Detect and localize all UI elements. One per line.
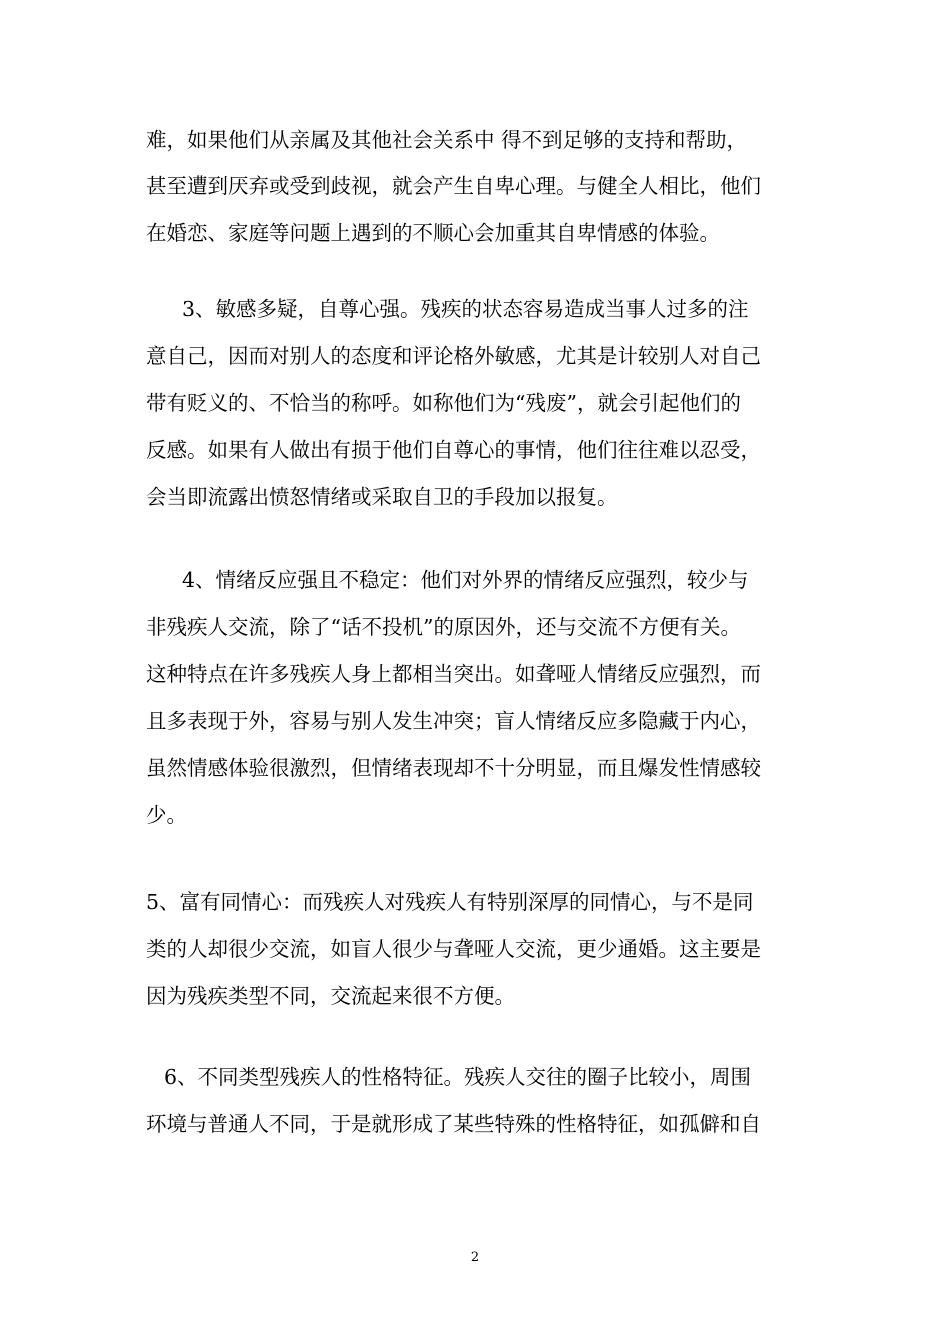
- paragraph-4-line-1: 5、富有同情心：而残疾人对残疾人有特别深厚的同情心，与不是同: [146, 890, 754, 914]
- paragraph-2-line-5: 会当即流露出愤怒情绪或采取自卫的手段加以报复。: [146, 485, 618, 509]
- paragraph-3-line-3: 这种特点在许多残疾人身上都相当突出。如聋哑人情绪反应强烈，而: [146, 662, 761, 686]
- page-number: 2: [470, 1250, 480, 1265]
- paragraph-3-line-2: 非残疾人交流，除了“话不投机”的原因外，还与交流不方便有关。: [146, 615, 741, 639]
- paragraph-3-line-6: 少。: [146, 803, 187, 827]
- paragraph-1-line-1: 难，如果他们从亲属及其他社会关系中 得不到足够的支持和帮助，: [146, 128, 748, 152]
- paragraph-3-line-5: 虽然情感体验很激烈，但情绪表现却不十分明显，而且爆发性情感较: [146, 756, 761, 780]
- paragraph-2-line-4: 反感。如果有人做出有损于他们自尊心的事情，他们往往难以忍受，: [146, 438, 761, 462]
- paragraph-2-line-2: 意自己，因而对别人的态度和评论格外敏感，尤其是计较别人对自己: [146, 344, 761, 368]
- paragraph-4-line-2: 类的人却很少交流，如盲人很少与聋哑人交流，更少通婚。这主要是: [146, 937, 761, 961]
- paragraph-5-line-1: 6、不同类型残疾人的性格特征。残疾人交往的圈子比较小，周围: [164, 1065, 752, 1089]
- paragraph-4-line-3: 因为残疾类型不同，交流起来很不方便。: [146, 984, 515, 1008]
- paragraph-5-line-2: 环境与普通人不同，于是就形成了某些特殊的性格特征，如孤僻和自: [146, 1112, 761, 1136]
- paragraph-1-line-3: 在婚恋、家庭等问题上遇到的不顺心会加重其自卑情感的体验。: [146, 221, 720, 245]
- paragraph-1-line-2: 甚至遭到厌弃或受到歧视，就会产生自卑心理。与健全人相比，他们: [146, 174, 761, 198]
- paragraph-3-line-1: 4、情绪反应强且不稳定：他们对外界的情绪反应强烈，较少与: [182, 568, 749, 592]
- paragraph-2-line-1: 3、敏感多疑，自尊心强。残疾的状态容易造成当事人过多的注: [182, 297, 749, 321]
- paragraph-3-line-4: 且多表现于外，容易与别人发生冲突；盲人情绪反应多隐藏于内心，: [146, 709, 761, 733]
- paragraph-2-line-3: 带有贬义的、不恰当的称呼。如称他们为“残废”，就会引起他们的: [146, 391, 741, 415]
